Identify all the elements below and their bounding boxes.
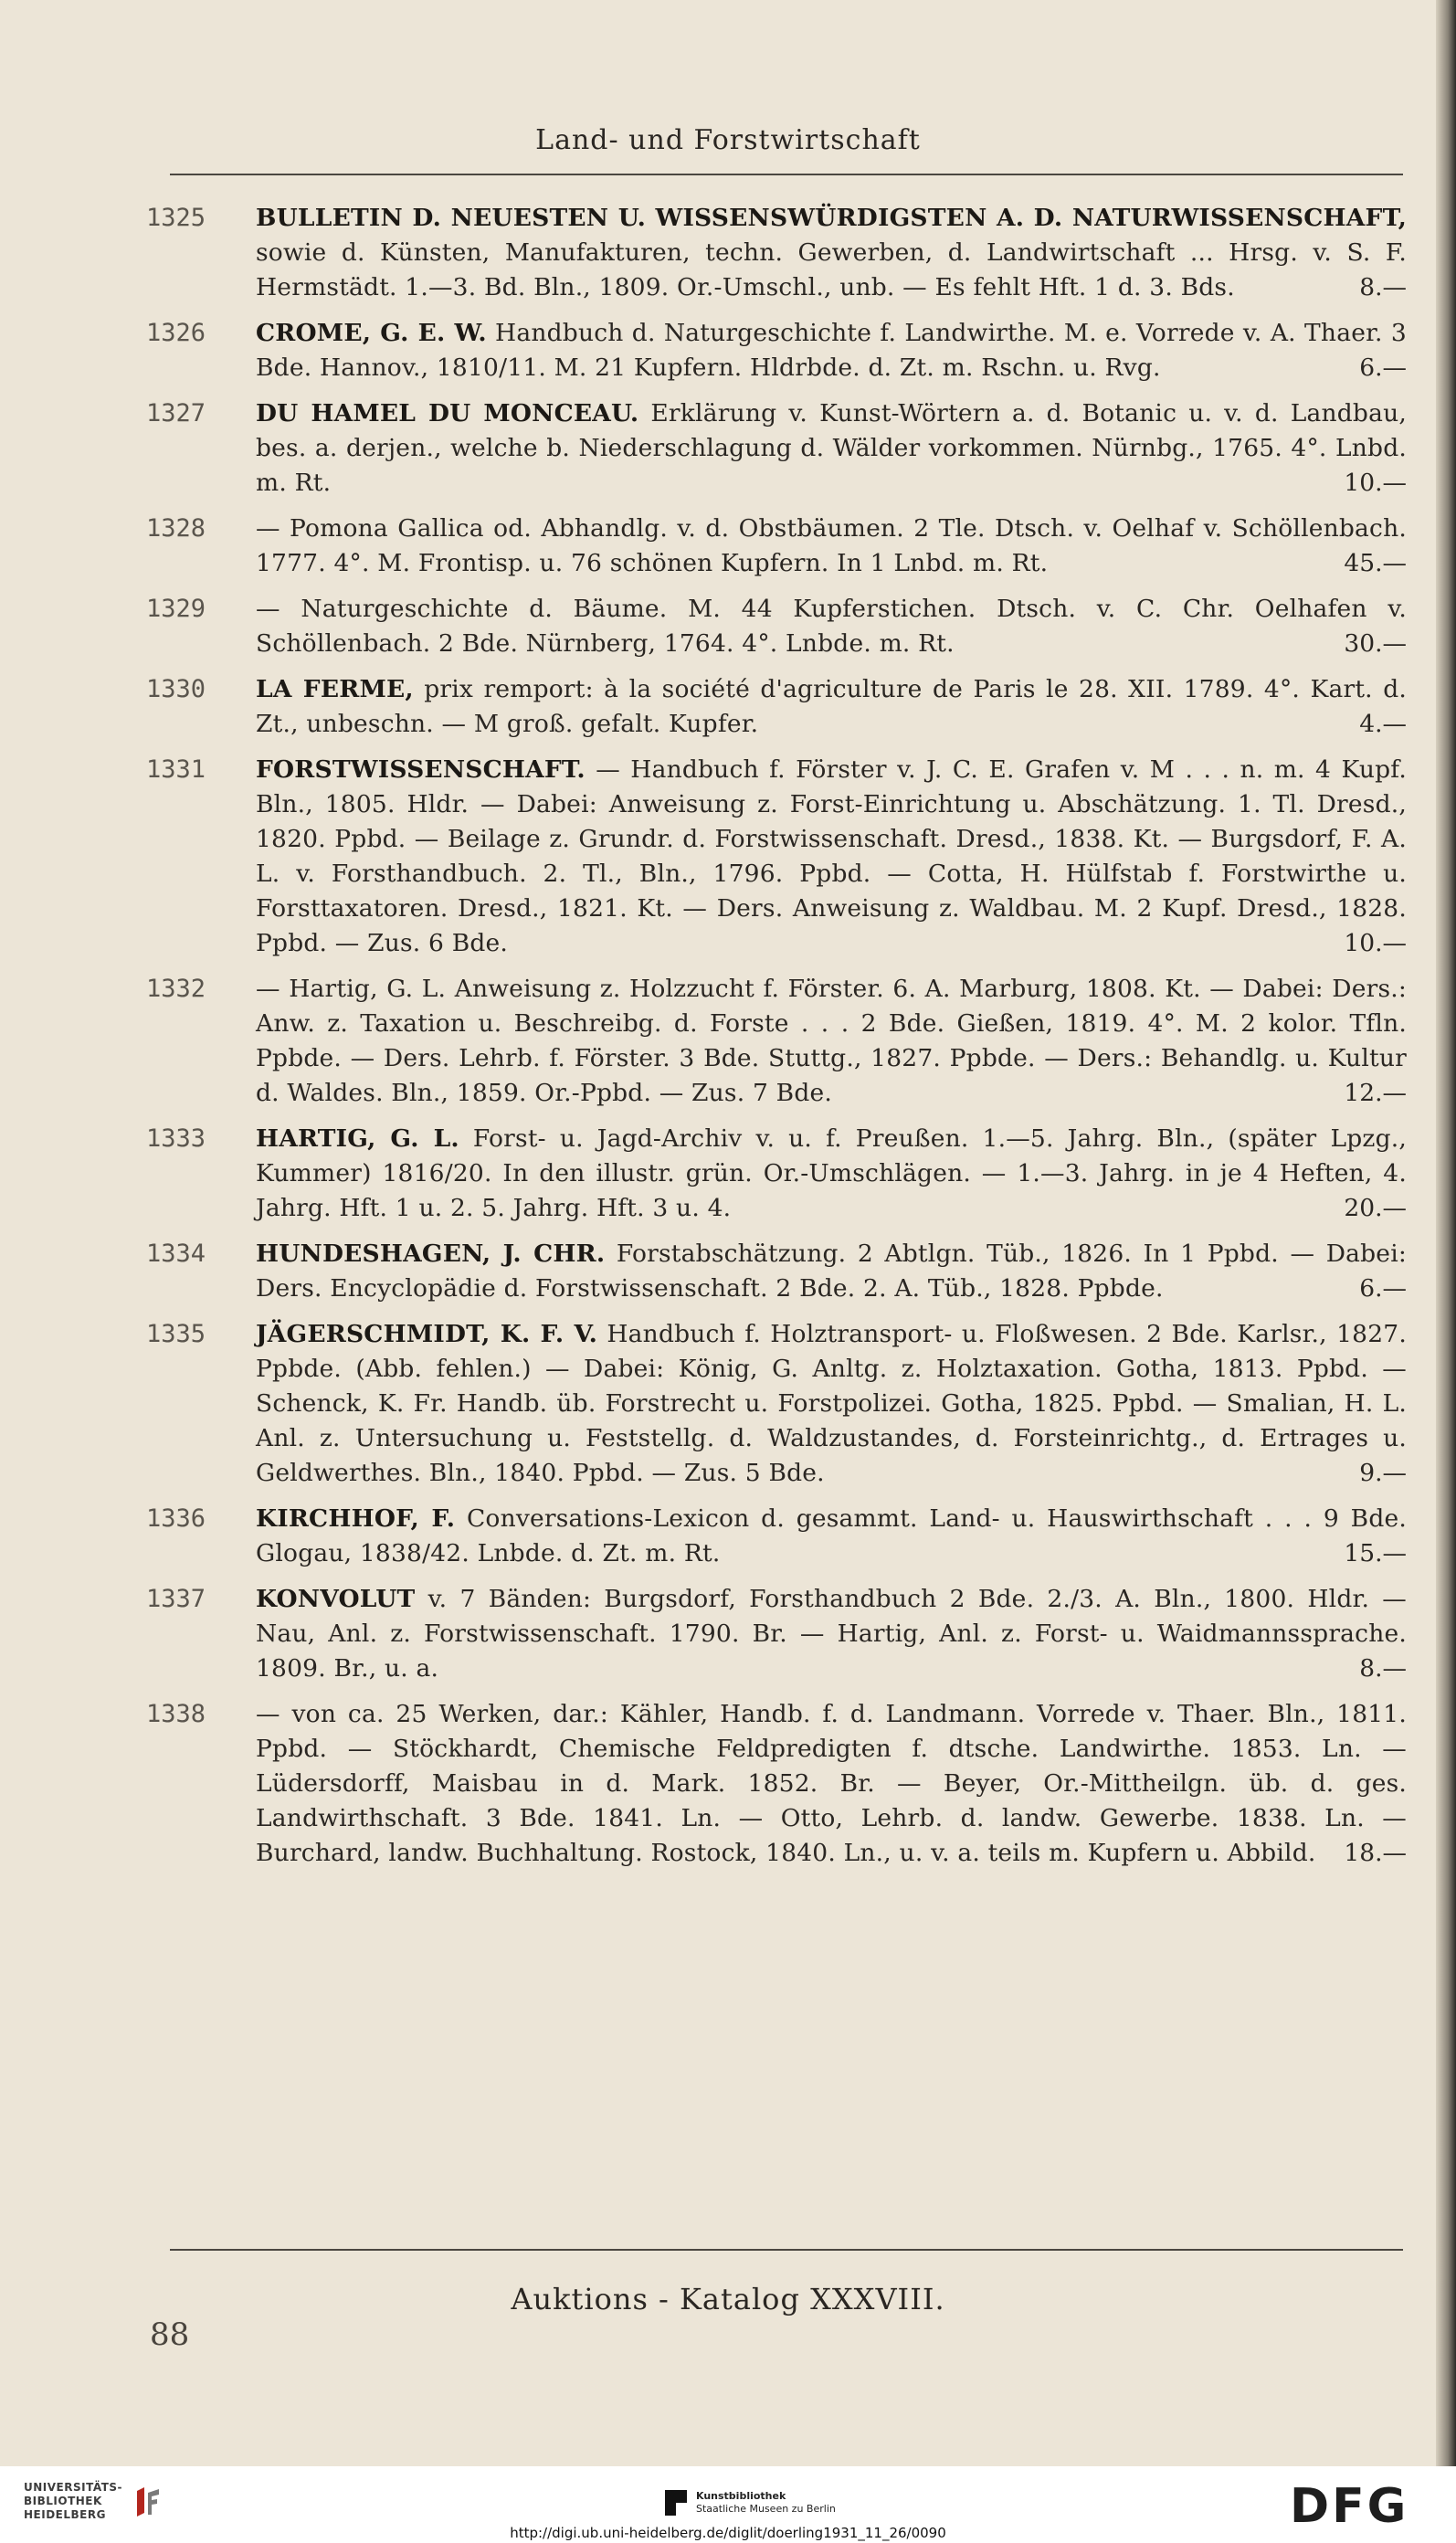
footer-rule [170, 2249, 1403, 2251]
entry-heading: CROME, G. E. W. [256, 319, 487, 347]
entry-heading: JÄGERSCHMIDT, K. F. V. [256, 1320, 598, 1348]
header-rule [170, 174, 1403, 175]
ub-logo-text [24, 2481, 122, 2522]
entry-number: 1331 [146, 755, 206, 784]
entry-body: v. 7 Bänden: Burgsdorf, Forsthandbuch 2 Bde. 2./3. A. Bln., 1800. Hldr. — Nau, Anl. z. Forstwissenschaft. 1790. Br. — Hartig, Anl. z. Forst- u. Waidmannssprache. 1809. Br., u. a. [256, 1585, 1407, 1683]
entry-number: 1337 [146, 1585, 206, 1613]
entry-price: 10.— [1344, 469, 1407, 497]
entry-body: — von ca. 25 Werken, dar.: Kähler, Handb. f. d. Landmann. Vorrede v. Thaer. Bln., 1811. Ppbd. — Stöckhardt, Chemische Feldpredigten f. dtsche. Landwirthe. 1853. Ln. — Lüdersdorff, Maisbau in d. Mark. 1852. Br. — Beyer, Or.-Mittheilgn. üb. d. ges. Landwirthschaft. 3 Bde. 1841. Ln. — Otto, Lehrb. d. landw. Gewerbe. 1838. Ln. — Burchard, landw. Buchhaltung. Rostock, 1840. Ln., u. v. a. teils m. Kupfern u. Abbild. [256, 1700, 1407, 1867]
entry-heading: HARTIG, G. L. [256, 1124, 459, 1153]
entry-body: Handbuch d. Naturgeschichte f. Landwirthe. M. e. Vorrede v. A. Thaer. 3 Bde. Hannov., 1810/11. M. 21 Kupfern. Hldrbde. d. Zt. m. Rschn. u. Rvg. [256, 319, 1407, 382]
catalog-entry [146, 592, 1407, 661]
entry-number: 1329 [146, 595, 206, 623]
catalog-entry [146, 672, 1407, 742]
entry-price: 20.— [1344, 1194, 1407, 1222]
entry-body: — Handbuch f. Förster v. J. C. E. Grafen v. M . . . n. m. 4 Kupf. Bln., 1805. Hldr. — Dabei: Anweisung z. Forst-Einrichtung u. Abschätzung. 1. Tl. Dresd., 1820. Ppbd. — Beilage z. Grundr. d. Forstwissenschaft. Dresd., 1838. Kt. — Burgsdorf, F. A. L. v. Forsthandbuch. 2. Tl., Bln., 1796. Ppbd. — Cotta, H. Hülfstab f. Forstwirthe u. Forsttaxatoren. Dresd., 1821. Kt. — Ders. Anweisung z. Waldbau. M. 2 Kupf. Dresd., 1828. Ppbd. — Zus. 6 Bde. [256, 755, 1407, 957]
entry-heading: KONVOLUT [256, 1585, 416, 1613]
entry-body: Forst- u. Jagd-Archiv v. u. f. Preußen. 1.—5. Jahrg. Bln., (später Lpzg., Kummer) 1816/20. In den illustr. grün. Or.-Umschlägen. — 1.—3. Jahrg. in je 4 Heften, 4. Jahrg. Hft. 1 u. 2. 5. Jahrg. Hft. 3 u. 4. [256, 1124, 1407, 1222]
entry-number: 1334 [146, 1240, 206, 1268]
catalog-entry [146, 1502, 1407, 1571]
entry-price: 18.— [1344, 1839, 1407, 1867]
entry-number: 1332 [146, 975, 206, 1003]
entry-number: 1338 [146, 1700, 206, 1728]
entry-price: 8.— [1359, 1654, 1407, 1683]
entry-body: sowie d. Künsten, Manufakturen, techn. Gewerben, d. Landwirtschaft ... Hrsg. v. S. F. Hermstädt. 1.—3. Bd. Bln., 1809. Or.-Umschl., unb. — Es fehlt Hft. 1 d. 3. Bds. [256, 238, 1407, 301]
catalog-entry [146, 396, 1407, 501]
source-url[interactable]: http://digi.ub.uni-heidelberg.de/diglit/doerling1931_11_26/0090 [510, 2525, 946, 2541]
entry-price: 8.— [1359, 273, 1407, 301]
entry-price: 15.— [1344, 1539, 1407, 1567]
entry-price: 6.— [1359, 1274, 1407, 1303]
catalog-entry [146, 753, 1407, 961]
entry-body: prix remport: à la société d'agriculture de Paris le 28. XII. 1789. 4°. Kart. d. Zt., unbeschn. — M groß. gefalt. Kupfer. [256, 675, 1407, 738]
entry-body: — Hartig, G. L. Anweisung z. Holzzucht f. Förster. 6. A. Marburg, 1808. Kt. — Dabei: Ders.: Anw. z. Taxation u. Beschreibg. d. Forste . . . 2 Bde. Gießen, 1819. 4°. M. 2 kolor. Tfln. Ppbde. — Ders. Lehrb. f. Förster. 3 Bde. Stuttg., 1827. Ppbde. — Ders.: Behandlg. u. Kultur d. Waldes. Bln., 1859. Or.-Ppbd. — Zus. 7 Bde. [256, 975, 1407, 1107]
kb-logo-line: Kunstbibliothek [696, 2490, 786, 2502]
entry-heading: DU HAMEL DU MONCEAU. [256, 399, 639, 427]
ub-heidelberg-logo [24, 2481, 172, 2522]
ub-emblem-icon [132, 2482, 172, 2522]
catalog-entry [146, 316, 1407, 385]
dfg-logo: DFG [1290, 2479, 1409, 2534]
entry-description [256, 1697, 1407, 1871]
kunstbibliothek-text [696, 2490, 836, 2516]
catalog-entry [146, 1697, 1407, 1871]
ub-logo-line: BIBLIOTHEK [24, 2495, 102, 2507]
catalog-entries [146, 201, 1407, 1882]
entry-price: 4.— [1359, 710, 1407, 738]
entry-number: 1325 [146, 204, 206, 232]
catalog-entry [146, 512, 1407, 581]
entry-body: — Pomona Gallica od. Abhandlg. v. d. Obstbäumen. 2 Tle. Dtsch. v. Oelhaf v. Schöllenbach. 1777. 4°. M. Frontisp. u. 76 schönen Kupfern. In 1 Lnbd. m. Rt. [256, 514, 1407, 577]
entry-price: 10.— [1344, 929, 1407, 957]
entry-price: 12.— [1344, 1079, 1407, 1107]
ub-logo-line: UNIVERSITÄTS- [24, 2481, 123, 2494]
entry-heading: BULLETIN D. NEUESTEN U. WISSENSWÜRDIGSTEN A. D. NATURWISSENSCHAFT, [256, 204, 1407, 232]
catalog-entry [146, 201, 1407, 305]
catalog-entry [146, 1122, 1407, 1226]
ub-logo-line: HEIDELBERG [24, 2508, 106, 2521]
entry-heading: HUNDESHAGEN, J. CHR. [256, 1240, 606, 1268]
page-edge-shadow [1436, 0, 1456, 2466]
entry-heading: KIRCHHOF, F. [256, 1504, 456, 1533]
kunstbibliothek-emblem-icon [665, 2490, 687, 2516]
entry-price: 45.— [1344, 549, 1407, 577]
kunstbibliothek-logo [665, 2490, 836, 2516]
page-number: 88 [150, 2316, 190, 2353]
entry-heading: FORSTWISSENSCHAFT. [256, 755, 586, 784]
catalog-entry [146, 972, 1407, 1111]
kb-logo-line: Staatliche Museen zu Berlin [696, 2503, 836, 2515]
catalog-entry [146, 1317, 1407, 1491]
entry-price: 30.— [1344, 629, 1407, 658]
entry-number: 1328 [146, 514, 206, 543]
entry-number: 1326 [146, 319, 206, 347]
entry-body: Handbuch f. Holztransport- u. Floßwesen. 2 Bde. Karlsr., 1827. Ppbde. (Abb. fehlen.) — Dabei: König, G. Anltg. z. Holztaxation. Gotha, 1813. Ppbd. — Schenck, K. Fr. Handb. üb. Forstrecht u. Forstpolizei. Gotha, 1825. Ppbd. — Smalian, H. L. Anl. z. Untersuchung u. Feststellg. d. Waldzustandes, d. Forsteinrichtg., d. Ertrages u. Geldwerthes. Bln., 1840. Ppbd. — Zus. 5 Bde. [256, 1320, 1407, 1487]
entry-number: 1327 [146, 399, 206, 427]
catalog-entry [146, 1582, 1407, 1686]
entry-body: Forstabschätzung. 2 Abtlgn. Tüb., 1826. In 1 Ppbd. — Dabei: Ders. Encyclopädie d. Forstwissenschaft. 2 Bde. 2. A. Tüb., 1828. Ppbde. [256, 1240, 1407, 1303]
entry-body: — Naturgeschichte d. Bäume. M. 44 Kupferstichen. Dtsch. v. C. Chr. Oelhafen v. Schöllenbach. 2 Bde. Nürnberg, 1764. 4°. Lnbde. m. Rt. [256, 595, 1407, 658]
entry-number: 1335 [146, 1320, 206, 1348]
running-head: Land- und Forstwirtschaft [535, 124, 921, 156]
catalog-entry [146, 1237, 1407, 1306]
entry-number: 1333 [146, 1124, 206, 1153]
entry-heading: LA FERME, [256, 675, 414, 703]
catalog-title: Auktions - Katalog XXXVIII. [511, 2282, 945, 2316]
entry-price: 9.— [1359, 1459, 1407, 1487]
entry-number: 1336 [146, 1504, 206, 1533]
entry-price: 6.— [1359, 353, 1407, 382]
entry-number: 1330 [146, 675, 206, 703]
entry-body: Erklärung v. Kunst-Wörtern a. d. Botanic u. v. d. Landbau, bes. a. derjen., welche b. Niederschlagung d. Wälder vorkommen. Nürnbg., 1765. 4°. Lnbd. m. Rt. [256, 399, 1407, 497]
entry-body: Conversations-Lexicon d. gesammt. Land- u. Hauswirthschaft . . . 9 Bde. Glogau, 1838/42. Lnbde. d. Zt. m. Rt. [256, 1504, 1408, 1567]
entry-description [256, 201, 1407, 305]
